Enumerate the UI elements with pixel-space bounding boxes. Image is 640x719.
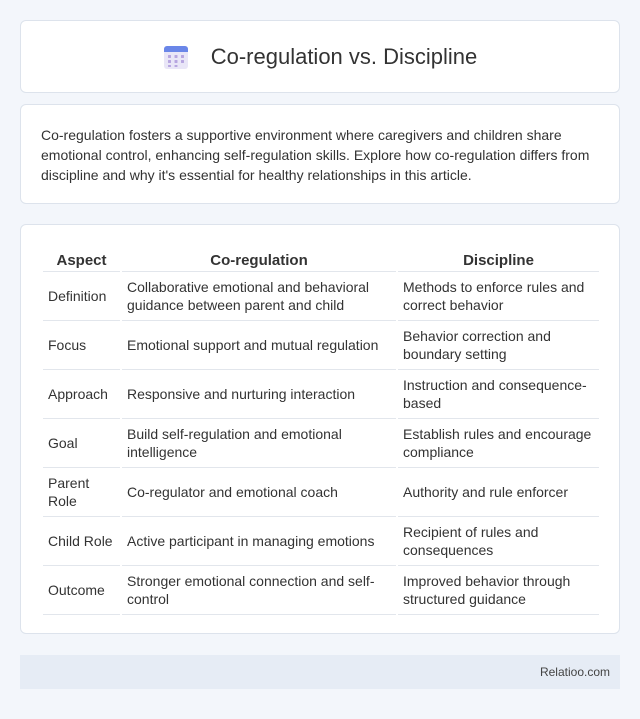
table-row [43,565,599,614]
discipline-cell: Methods to enforce rules and correct behavior [397,271,599,320]
discipline-cell: Instruction and consequence-based [397,369,599,418]
comparison-table-card [20,224,620,634]
intro-text: Co-regulation fosters a supportive environment where caregivers and children share emotional control, enhancing self-regulation skills. Explore how co-regulation differs from discipline and why it's essential for healthy relationships in this article. [41,127,590,183]
table-row [43,467,599,516]
column-header-aspect: Aspect [43,247,121,271]
footer-brand[interactable]: Relatioo.com [539,665,610,679]
footer-bar [20,655,620,689]
table-header-row [43,247,599,271]
discipline-cell: Improved behavior through structured guidance [397,565,599,614]
aspect-cell: Goal [43,418,121,467]
aspect-cell: Approach [43,369,121,418]
table-row [43,271,599,320]
table-row [43,418,599,467]
table-row [43,320,599,369]
column-header-co-regulation: Co-regulation [121,247,397,271]
co-regulation-cell: Emotional support and mutual regulation [121,320,397,369]
intro-card [20,104,620,204]
aspect-cell: Child Role [43,516,121,565]
aspect-cell: Definition [43,271,121,320]
co-regulation-cell: Stronger emotional connection and self-control [121,565,397,614]
discipline-cell: Authority and rule enforcer [397,467,599,516]
co-regulation-cell: Active participant in managing emotions [121,516,397,565]
aspect-cell: Outcome [43,565,121,614]
co-regulation-cell: Collaborative emotional and behavioral guidance between parent and child [121,271,397,320]
title-card [20,20,620,93]
discipline-cell: Behavior correction and boundary setting [397,320,599,369]
column-header-discipline: Discipline [397,247,599,271]
table-row [43,369,599,418]
co-regulation-cell: Responsive and nurturing interaction [121,369,397,418]
discipline-cell: Establish rules and encourage compliance [397,418,599,467]
co-regulation-cell: Build self-regulation and emotional intelligence [121,418,397,467]
comparison-table [43,247,599,615]
aspect-cell: Parent Role [43,467,121,516]
table-row [43,516,599,565]
page-title: Co-regulation vs. Discipline [210,43,478,69]
co-regulation-cell: Co-regulator and emotional coach [121,467,397,516]
calendar-grid-icon [163,44,189,70]
discipline-cell: Recipient of rules and consequences [397,516,599,565]
aspect-cell: Focus [43,320,121,369]
